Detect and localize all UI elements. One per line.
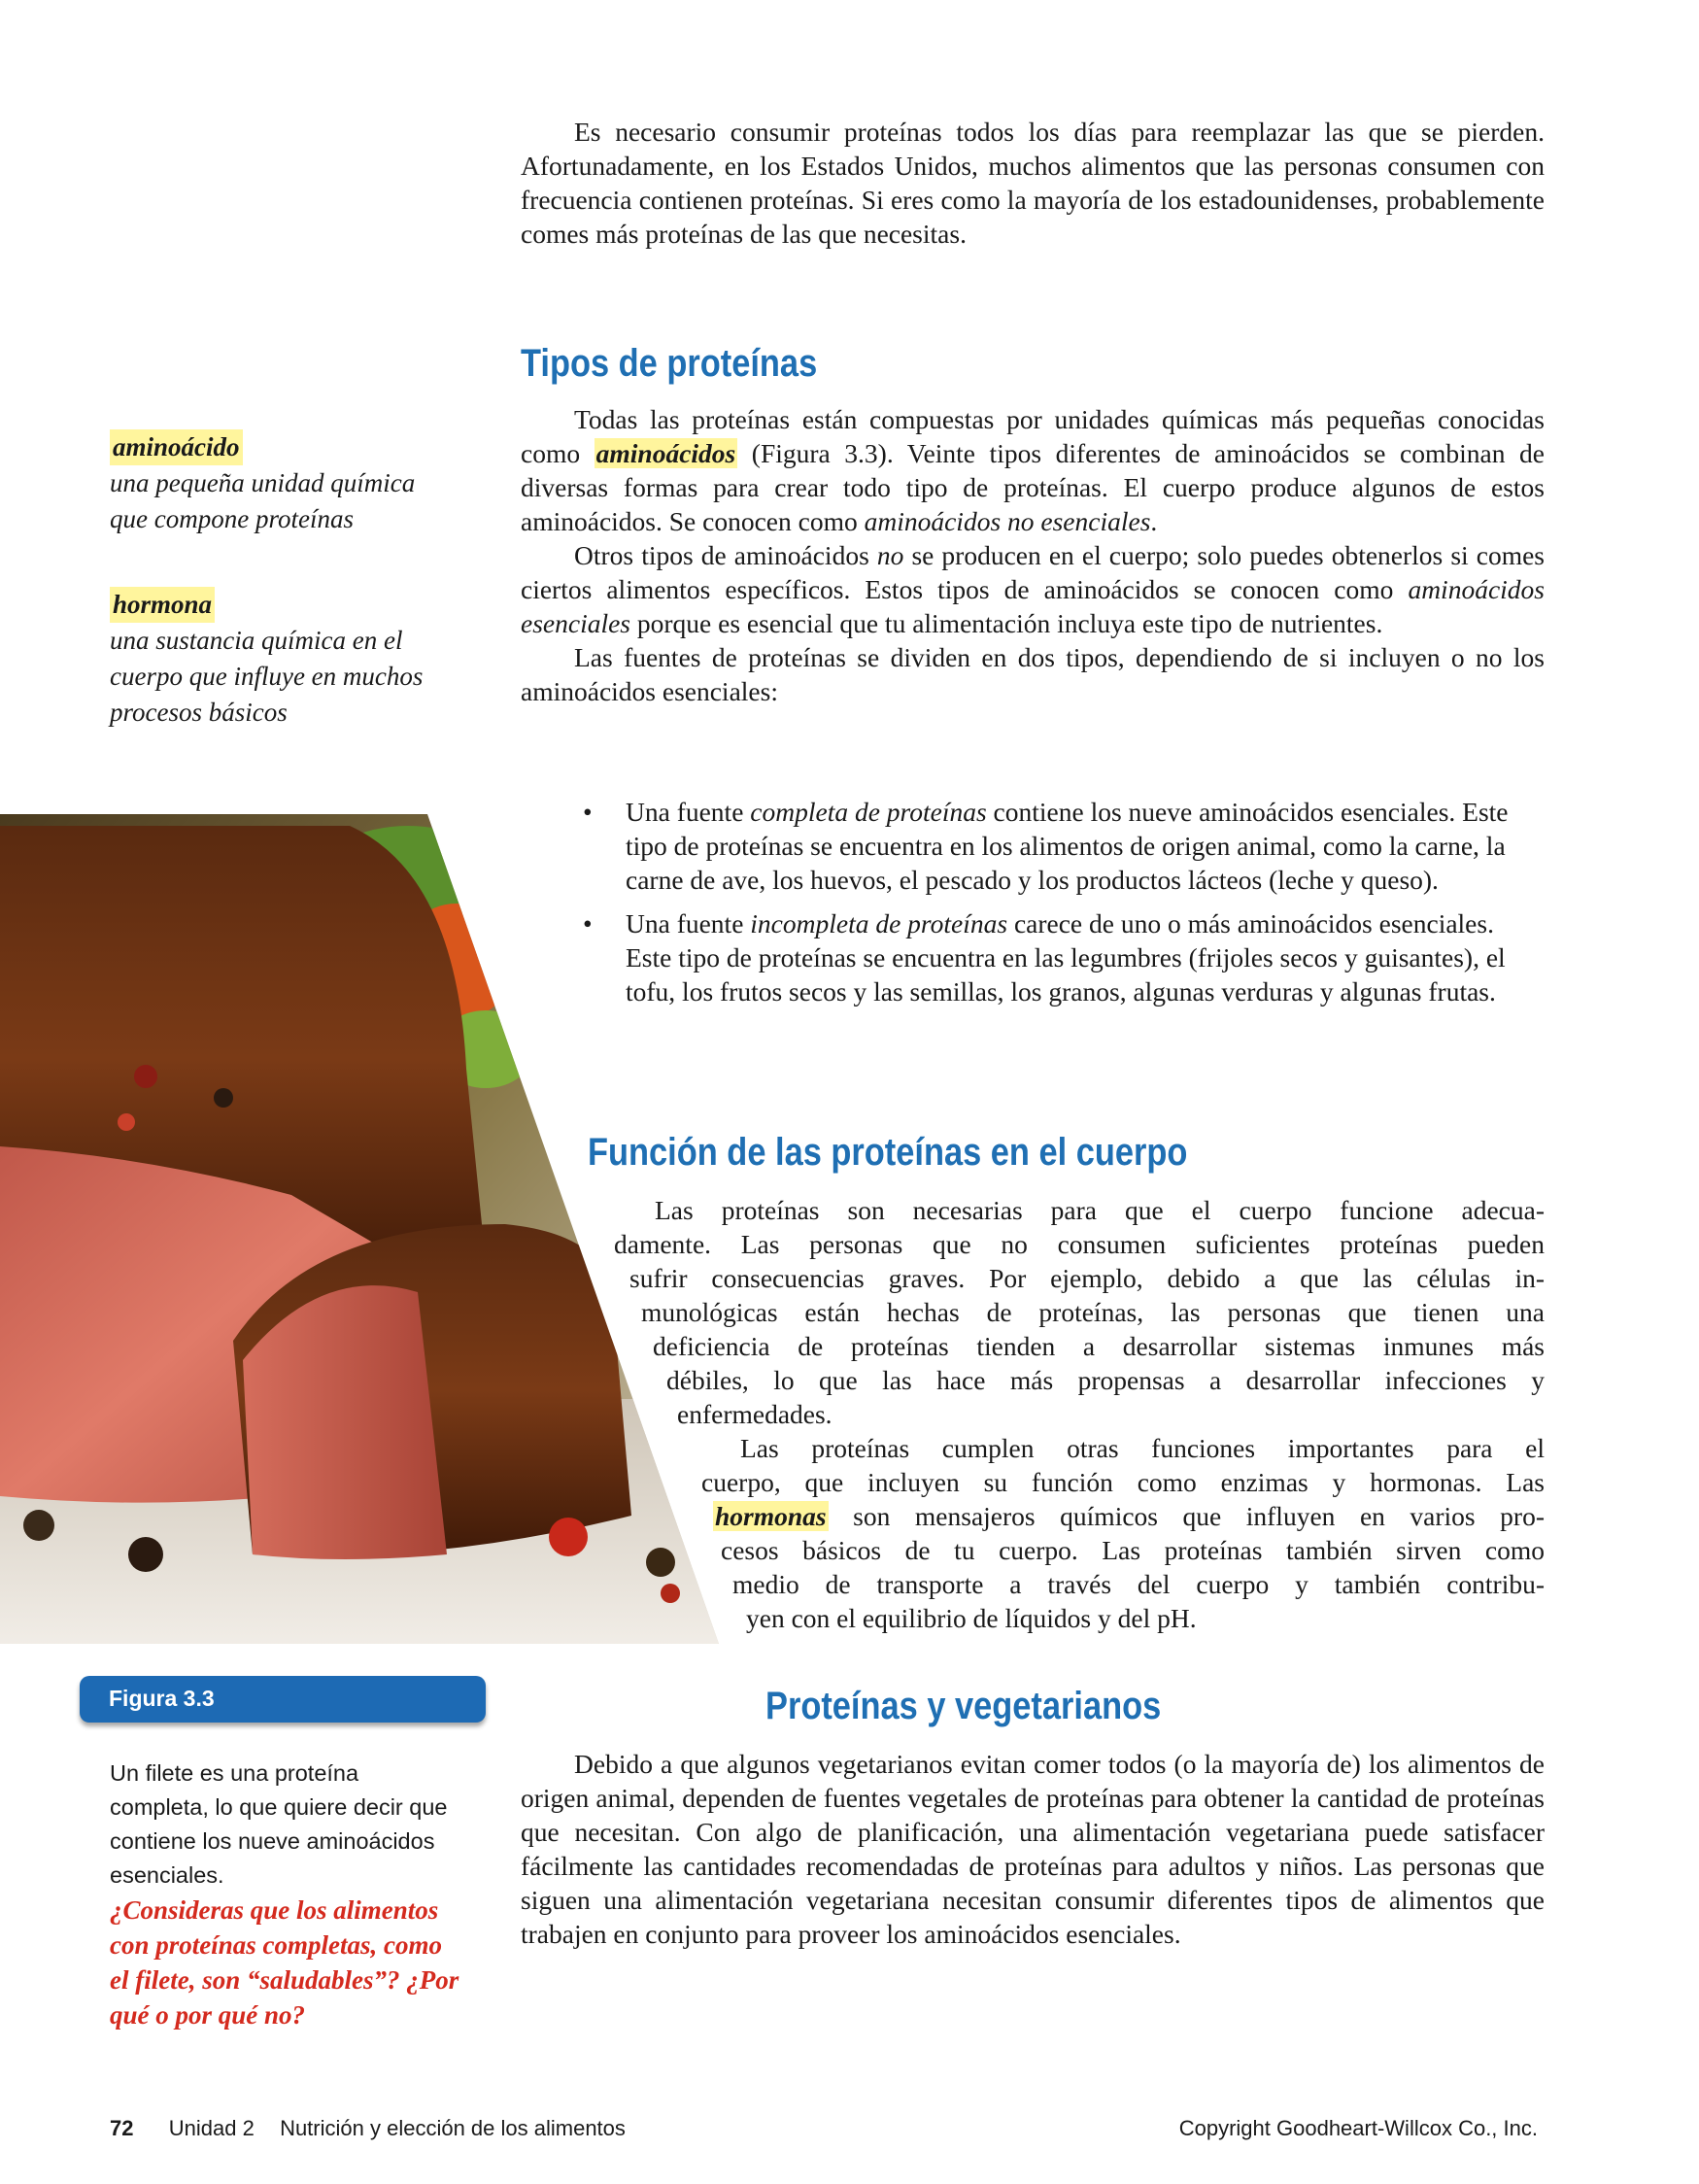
- funcion-line: damente. Las personas que no consumen suficientes proteínas pueden: [614, 1229, 1545, 1259]
- funcion-line: sufrir consecuencias graves. Por ejemplo, debido a que las células in-: [629, 1263, 1545, 1293]
- funcion-line: hormonas son mensajeros químicos que influyen en varios pro-: [715, 1501, 1545, 1531]
- funcion-line: yen con el equilibrio de líquidos y del pH.: [746, 1603, 1197, 1633]
- section-vegetarianos-body: [521, 1747, 1545, 1951]
- chapter-title: Nutrición y elección de los alimentos: [280, 2116, 626, 2140]
- figure-label: Figura 3.3: [109, 1686, 215, 1711]
- tipos-paragraph-1: Todas las proteínas están compuestas por unidades químicas más pequeñas conocidas como aminoácidos (Figura 3.3). Veinte tipos diferentes de aminoácidos se combinan de diversas formas para crear todo tipo de proteínas. El cuerpo produce algunos de estos aminoácidos. Se conocen como aminoácidos no esenciales.: [521, 404, 1545, 536]
- funcion-line: enfermedades.: [677, 1399, 833, 1429]
- page-footer-left: [110, 2116, 626, 2141]
- glossary-definition: una pequeña unidad química que compone proteínas: [110, 468, 416, 533]
- glossary-definition: una sustancia química en el cuerpo que influye en muchos procesos básicos: [110, 626, 424, 727]
- copyright-notice: Copyright Goodheart-Willcox Co., Inc.: [1178, 2116, 1538, 2140]
- term-aminoacidos: aminoácidos: [595, 438, 736, 468]
- glossary-term: aminoácido: [110, 429, 243, 465]
- funcion-line: deficiencia de proteínas tienden a desarrollar sistemas inmunes más: [653, 1331, 1545, 1361]
- funcion-line: cuerpo, que incluyen su función como enzimas y hormonas. Las: [701, 1467, 1545, 1497]
- list-item: • Una fuente incompleta de proteínas carece de uno o más aminoácidos esenciales. Este tipo de proteínas se encuentra en las legumbres (frijoles secos y guisantes), el tofu, los frutos secos y las semillas, los granos, algunas verduras y algunas frutas.: [583, 908, 1506, 1007]
- vegetarianos-paragraph: Debido a que algunos vegetarianos evitan comer todos (o la mayoría de) los alimentos de origen animal, dependen de fuentes vegetales de proteínas para obtener la cantidad de proteínas que necesitan. Con algo de planificación, una alimentación vegetariana puede satisfacer fácilmente las cantidades recomendadas de proteínas para adultos y niños. Las personas que siguen una alimentación vegetariana necesitan consumir diferentes tipos de alimentos que trabajen en conjunto para proveer los aminoácidos esenciales.: [521, 1749, 1545, 1949]
- figure-label-tab: [80, 1676, 486, 1723]
- term-hormonas: hormonas: [715, 1501, 827, 1531]
- funcion-line: medio de transporte a través del cuerpo y también contribu-: [732, 1569, 1545, 1599]
- glossary-term: hormona: [110, 587, 215, 623]
- figure-caption: [110, 1757, 459, 2032]
- funcion-line: cesos básicos de tu cuerpo. Las proteínas también sirven como: [721, 1535, 1545, 1565]
- list-item: • Una fuente completa de proteínas contiene los nueve aminoácidos esenciales. Este tipo de proteínas se encuentra en los alimentos de origen animal, como la carne, la carne de ave, los huevos, el pescado y los productos lácteos (leche y queso).: [583, 797, 1509, 895]
- figure-caption-text: Un filete es una proteína completa, lo que quiere decir que contiene los nueve aminoácidos esenciales.: [110, 1760, 448, 1888]
- funcion-line: débiles, lo que las hace más propensas a desarrollar infecciones y: [666, 1365, 1545, 1395]
- heading-tipos-de-proteinas: Tipos de proteínas: [521, 342, 818, 385]
- figure-question: ¿Consideras que los alimentos con proteínas completas, como el filete, son “saludables”? ¿Por qué o por qué no?: [110, 1895, 459, 2030]
- intro-paragraph: Es necesario consumir proteínas todos los días para reemplazar las que se pierden. Afortunadamente, en los Estados Unidos, muchos alimentos que las personas consumen con frecuencia contienen proteínas. Si eres como la mayoría de los estadounidenses, probablemente comes más proteínas de las que necesitas.: [521, 117, 1545, 249]
- unit-label: Unidad 2: [168, 2116, 255, 2140]
- heading-funcion-proteinas: Función de las proteínas en el cuerpo: [588, 1131, 1188, 1174]
- heading-proteinas-vegetarianos: Proteínas y vegetarianos: [765, 1685, 1162, 1727]
- funcion-line: Las proteínas cumplen otras funciones importantes para el: [740, 1433, 1545, 1463]
- tipos-paragraph-3: Las fuentes de proteínas se dividen en dos tipos, dependiendo de si incluyen o no los aminoácidos esenciales:: [521, 642, 1545, 706]
- funcion-line: munológicas están hechas de proteínas, las personas que tienen una: [641, 1297, 1545, 1327]
- page-number: 72: [110, 2116, 134, 2140]
- funcion-line: Las proteínas son necesarias para que el cuerpo funcione adecua-: [655, 1195, 1545, 1225]
- tipos-paragraph-2: Otros tipos de aminoácidos no se producen en el cuerpo; solo puedes obtenerlos si comes ciertos alimentos específicos. Estos tipos de aminoácidos se conocen como aminoácidos esenciales porque es esencial que tu alimentación incluya este tipo de nutrientes.: [521, 540, 1545, 638]
